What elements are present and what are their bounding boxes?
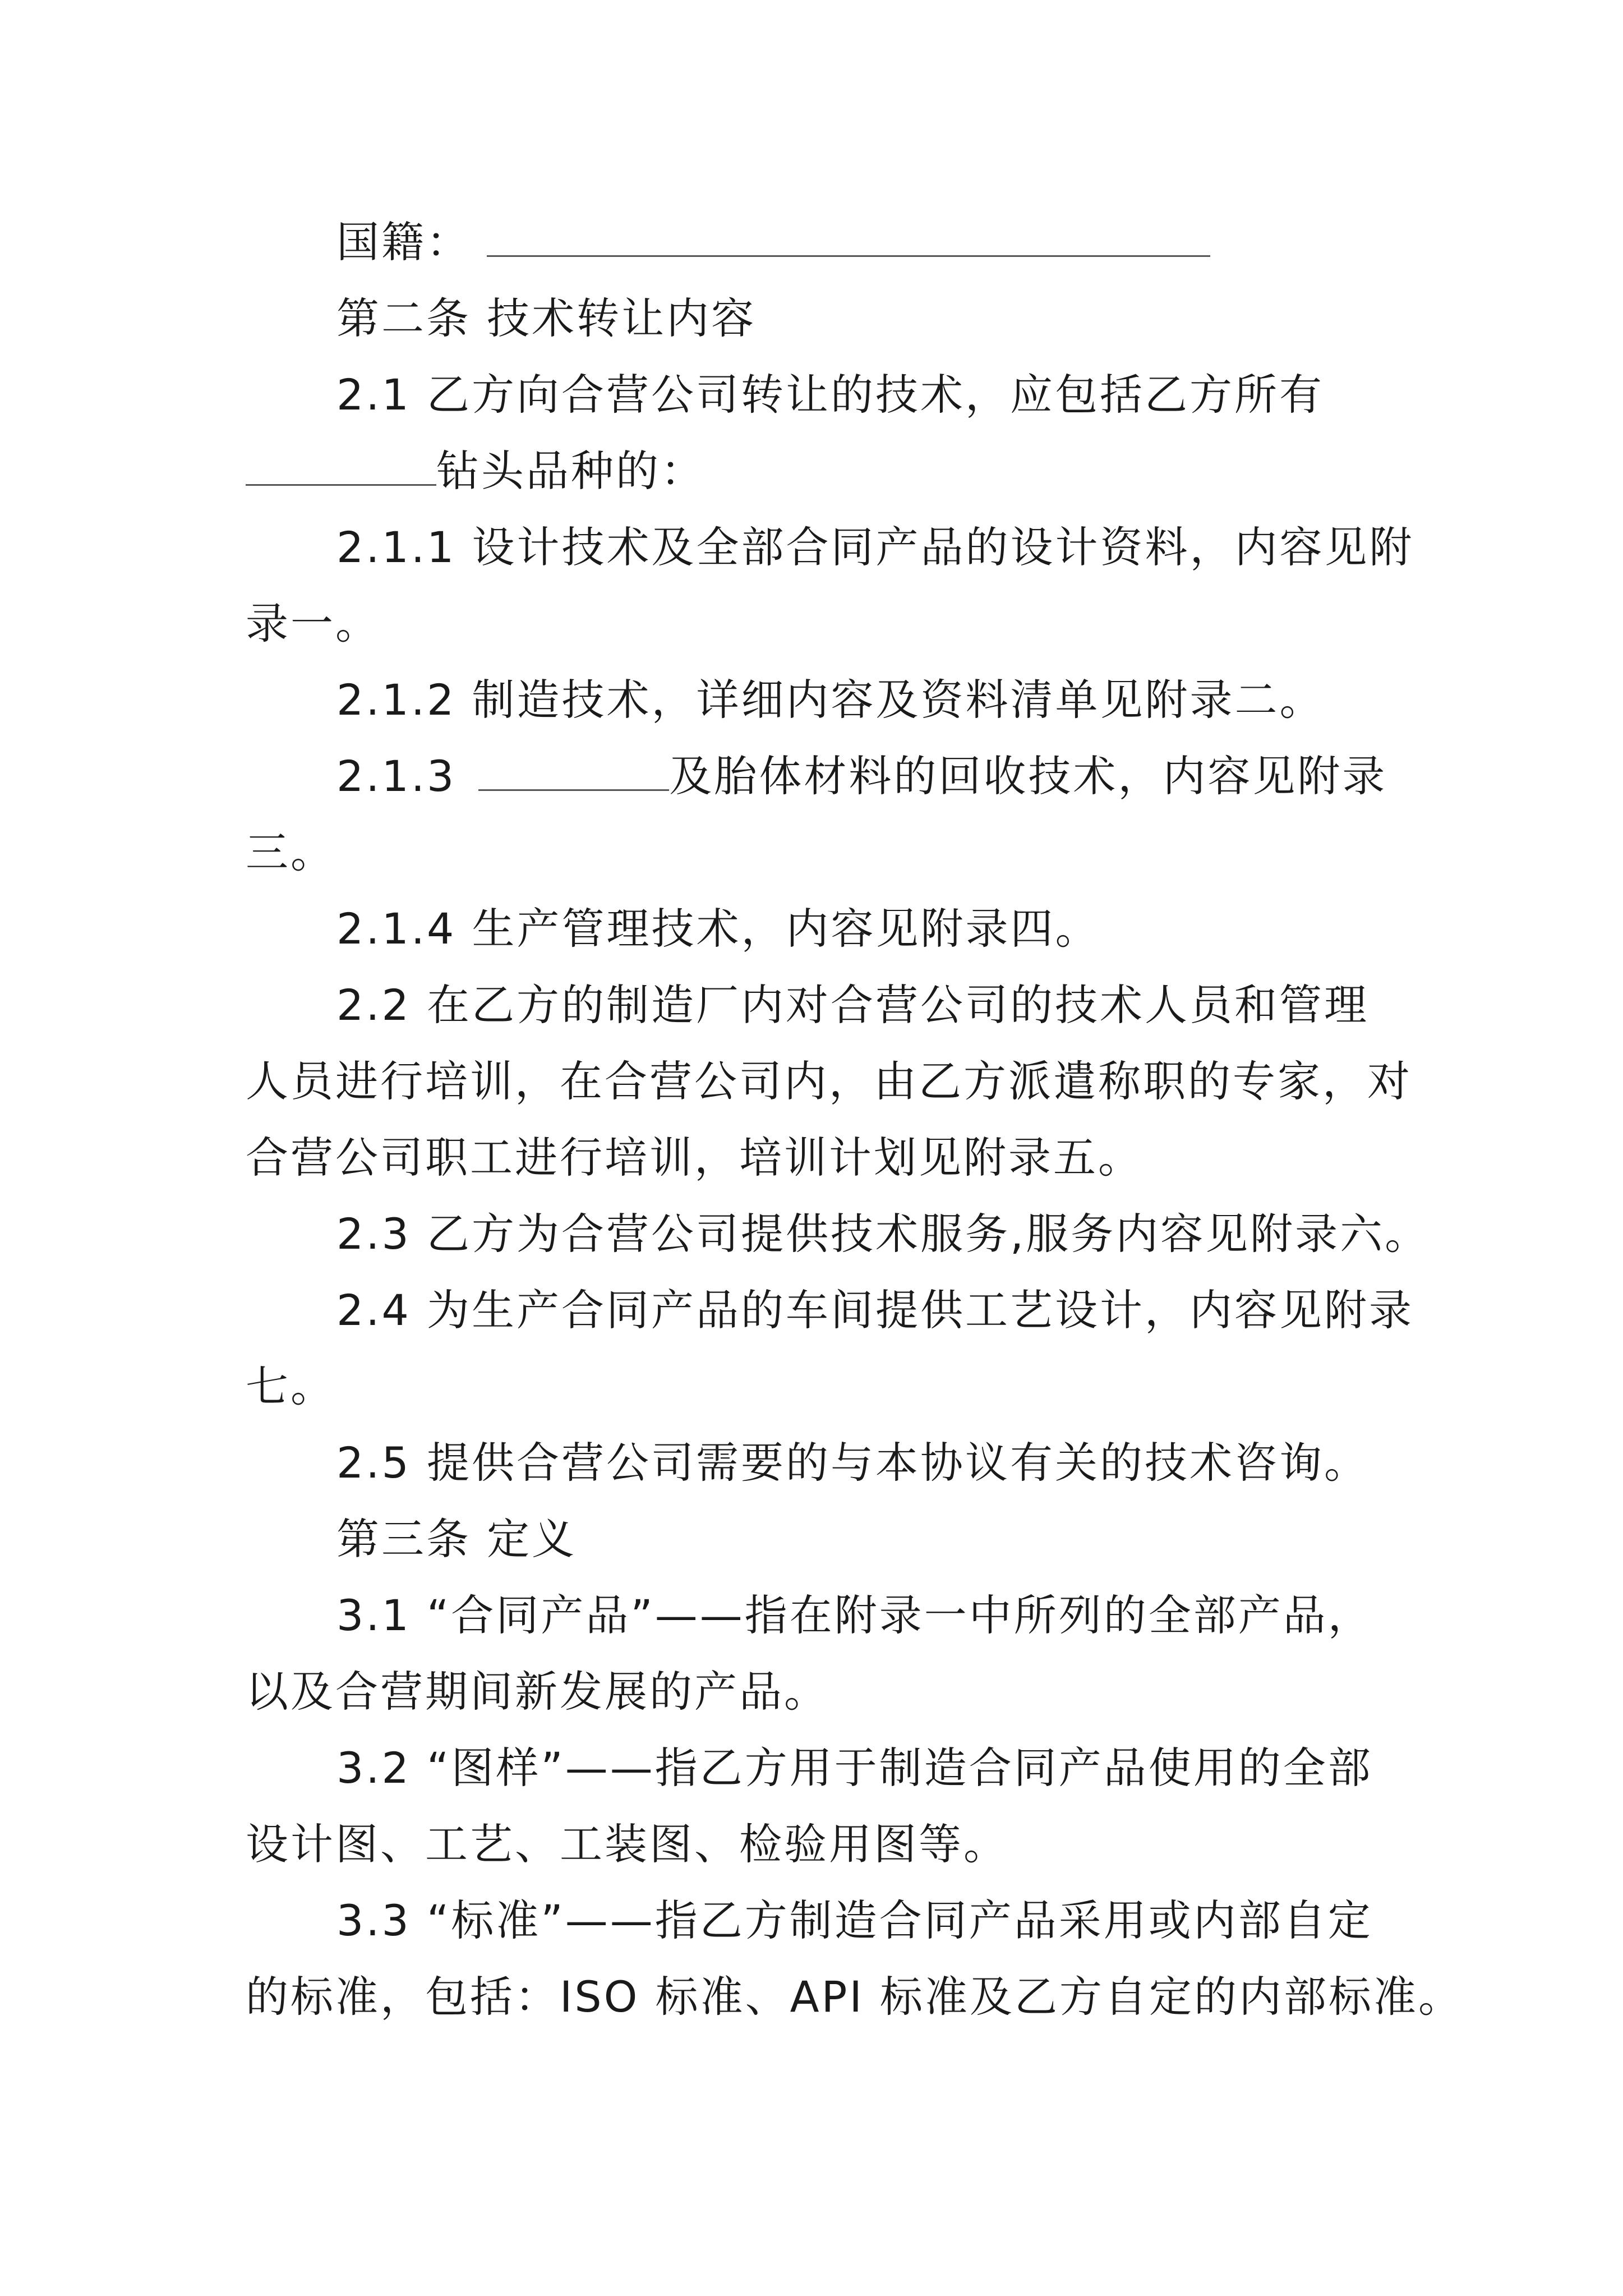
clause-2-1-4: 2.1.4 生产管理技术，内容见附录四。 xyxy=(336,904,1100,954)
clause-2-1-3-line-1 xyxy=(336,749,1387,803)
clause-2-1-line-2 xyxy=(246,444,706,498)
clause-3-2-line-1: 3.2 “图样”——指乙方用于制造合同产品使用的全部 xyxy=(336,1743,1373,1793)
clause-2-1-3-text: 及胎体材料的回收技术，内容见附录 xyxy=(669,751,1387,801)
clause-2-4-line-2: 七。 xyxy=(246,1361,335,1411)
clause-3-1-line-1: 3.1 “合同产品”——指在附录一中所列的全部产品， xyxy=(336,1590,1373,1640)
material-blank xyxy=(478,756,669,791)
clause-2-4-line-1: 2.4 为生产合同产品的车间提供工艺设计，内容见附录 xyxy=(336,1285,1414,1335)
clause-2-2-line-3: 合营公司职工进行培训，培训计划见附录五。 xyxy=(246,1133,1143,1182)
clause-3-1-line-2: 以及合营期间新发展的产品。 xyxy=(246,1667,829,1717)
clause-3-2-line-2: 设计图、工艺、工装图、检验用图等。 xyxy=(246,1819,1008,1869)
article-2-title: 第二条 技术转让内容 xyxy=(336,293,757,343)
clause-2-2-line-1: 2.2 在乙方的制造厂内对合营公司的技术人员和管理 xyxy=(336,980,1370,1030)
clause-2-1-2: 2.1.2 制造技术，详细内容及资料清单见附录二。 xyxy=(336,675,1325,725)
article-3-title: 第三条 定义 xyxy=(336,1514,577,1564)
clause-2-1-3-number: 2.1.3 xyxy=(336,751,457,801)
clause-2-5: 2.5 提供合营公司需要的与本协议有关的技术咨询。 xyxy=(336,1438,1370,1488)
clause-2-2-line-2: 人员进行培训，在合营公司内，由乙方派遣称职的专家，对 xyxy=(246,1056,1412,1106)
clause-2-1-1-line-2: 录一。 xyxy=(246,599,380,648)
nationality-blank xyxy=(487,222,1210,257)
nationality-label: 国籍： xyxy=(336,217,471,267)
drill-type-blank xyxy=(246,450,436,486)
clause-3-3-line-2: 的标准，包括：ISO 标准、API 标准及乙方自定的内部标准。 xyxy=(246,1972,1464,2022)
clause-2-1-text: 钻头品种的： xyxy=(436,446,706,496)
clause-3-3-line-1: 3.3 “标准”——指乙方制造合同产品采用或内部自定 xyxy=(336,1895,1373,1945)
nationality-line xyxy=(336,215,1210,269)
clause-2-1-3-line-2: 三。 xyxy=(246,827,335,877)
clause-2-1-1-line-1: 2.1.1 设计技术及全部合同产品的设计资料，内容见附 xyxy=(336,522,1414,572)
clause-2-3: 2.3 乙方为合营公司提供技术服务,服务内容见附录六。 xyxy=(336,1209,1430,1259)
clause-2-1-line-1: 2.1 乙方向合营公司转让的技术，应包括乙方所有 xyxy=(336,370,1325,420)
